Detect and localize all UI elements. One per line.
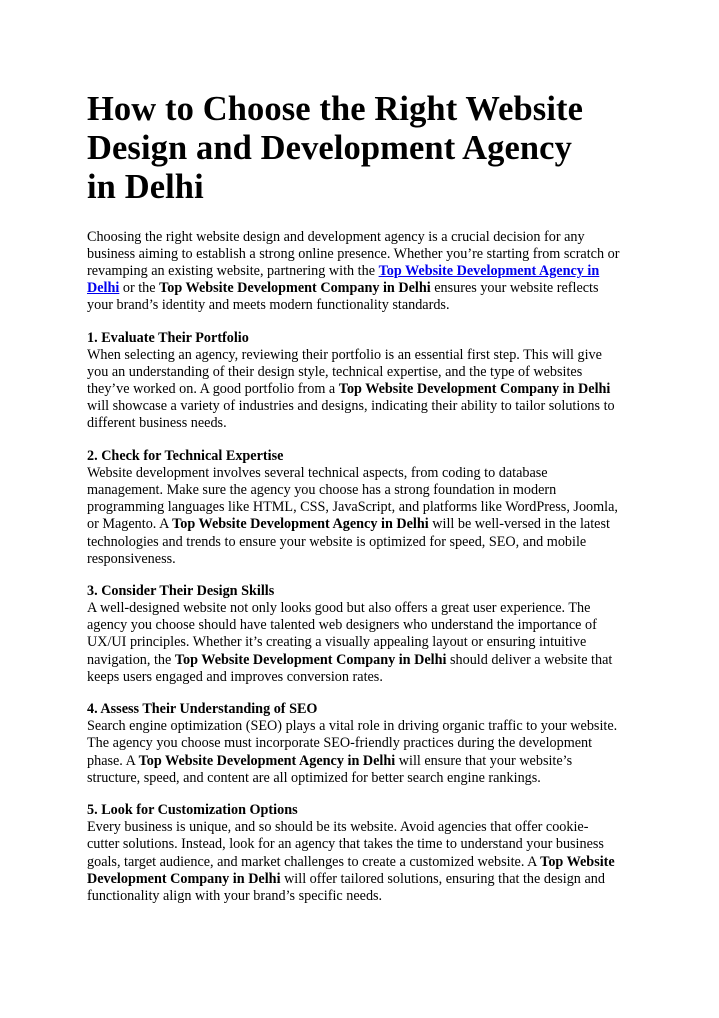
- bold-keyword: Development Company in Delhi: [87, 870, 281, 887]
- text-line: business aiming to establish a strong online presence. Whether you’re starting from scratch or: [87, 246, 620, 263]
- title-line: How to Choose the Right Website: [87, 90, 584, 128]
- bold-keyword: Top Website: [540, 853, 615, 870]
- paragraph-spacer: [87, 568, 649, 584]
- section-heading: 3. Consider Their Design Skills: [87, 583, 275, 600]
- agency-link-continued[interactable]: Delhi: [87, 280, 120, 297]
- bold-keyword: Top Website Development Company in Delhi: [159, 280, 431, 297]
- section-heading: 5. Look for Customization Options: [87, 802, 298, 819]
- text-line: [87, 280, 649, 297]
- text-run: phase. A: [87, 752, 139, 769]
- page-title: [87, 90, 649, 207]
- text-line: Every business is unique, and so should be its website. Avoid agencies that offer cookie-: [87, 819, 589, 836]
- text-run: should deliver a website that: [446, 651, 613, 668]
- text-line: functionality align with your brand’s specific needs.: [87, 887, 383, 904]
- text-line: responsiveness.: [87, 550, 176, 567]
- text-run: revamping an existing website, partnering with the: [87, 263, 379, 280]
- paragraph-spacer: [87, 787, 649, 803]
- paragraph-spacer: [87, 686, 649, 702]
- title-line: in Delhi: [87, 168, 204, 206]
- section-seo: [87, 701, 649, 786]
- text-line: When selecting an agency, reviewing their portfolio is an essential first step. This will give: [87, 347, 602, 364]
- text-line: different business needs.: [87, 415, 227, 432]
- text-run: goals, target audience, and market challenges to create a customized website. A: [87, 853, 541, 870]
- section-heading: 2. Check for Technical Expertise: [87, 448, 284, 465]
- text-line: management. Make sure the agency you choose has a strong foundation in modern: [87, 482, 557, 499]
- text-line: technologies and trends to ensure your website is optimized for speed, SEO, and mobile: [87, 533, 587, 550]
- intro-paragraph: [87, 229, 649, 314]
- text-run: ensures your website reflects: [430, 280, 599, 297]
- bold-keyword: Top Website Development Agency in Delhi: [172, 516, 429, 533]
- text-line: [87, 753, 649, 770]
- text-line: The agency you choose must incorporate SEO-friendly practices during the development: [87, 735, 593, 752]
- text-line: [87, 871, 649, 888]
- paragraph-spacer: [87, 433, 649, 449]
- text-line: [87, 516, 649, 533]
- text-line: cutter solutions. Instead, look for an agency that takes the time to understand your business: [87, 836, 604, 853]
- bold-keyword: Top Website Development Company in Delhi: [174, 651, 447, 668]
- agency-link[interactable]: Top Website Development Agency in: [378, 263, 600, 280]
- text-line: Search engine optimization (SEO) plays a vital role in driving organic traffic to your website.: [87, 718, 618, 735]
- text-line: programming languages like HTML, CSS, JavaScript, and platforms like WordPress, Joomla,: [87, 499, 618, 516]
- text-line: Website development involves several technical aspects, from coding to database: [87, 465, 548, 482]
- text-line: A well-designed website not only looks good but also offers a great user experience. The: [87, 600, 591, 617]
- text-line: agency you choose should have talented web designers who understand the importance of: [87, 617, 597, 634]
- section-heading: 1. Evaluate Their Portfolio: [87, 329, 249, 346]
- text-line: Choosing the right website design and development agency is a crucial decision for any: [87, 229, 585, 245]
- bold-keyword: Top Website Development Company in Delhi: [338, 381, 611, 398]
- text-run: or the: [119, 280, 160, 297]
- section-portfolio: [87, 330, 649, 433]
- text-line: will showcase a variety of industries and designs, indicating their ability to tailor solutions to: [87, 398, 615, 415]
- text-line: keeps users engaged and improves conversion rates.: [87, 668, 383, 685]
- text-run: will offer tailored solutions, ensuring that the design and: [280, 870, 605, 887]
- text-line: [87, 652, 649, 669]
- text-line: your brand’s identity and meets modern functionality standards.: [87, 297, 450, 314]
- text-run: they’ve worked on. A good portfolio from a: [87, 381, 339, 398]
- text-run: will ensure that your website’s: [395, 752, 573, 769]
- text-line: [87, 854, 649, 871]
- text-run: or Magento. A: [87, 516, 173, 533]
- text-line: UX/UI principles. Whether it’s creating a visually appealing layout or ensuring intuitive: [87, 634, 587, 651]
- text-line: structure, speed, and content are all optimized for better search engine rankings.: [87, 769, 541, 786]
- bold-keyword: Top Website Development Agency in Delhi: [138, 752, 396, 769]
- text-line: [87, 263, 649, 280]
- text-run: will be well-versed in the latest: [428, 516, 610, 533]
- paragraph-spacer: [87, 314, 649, 330]
- text-line: [87, 381, 649, 398]
- text-line: you an understanding of their design style, technical expertise, and the type of websites: [87, 364, 583, 381]
- section-technical-expertise: [87, 448, 649, 568]
- title-line: Design and Development Agency: [87, 129, 572, 167]
- section-heading: 4. Assess Their Understanding of SEO: [87, 701, 318, 718]
- section-customization: [87, 802, 649, 905]
- section-design-skills: [87, 583, 649, 686]
- text-run: navigation, the: [87, 651, 175, 668]
